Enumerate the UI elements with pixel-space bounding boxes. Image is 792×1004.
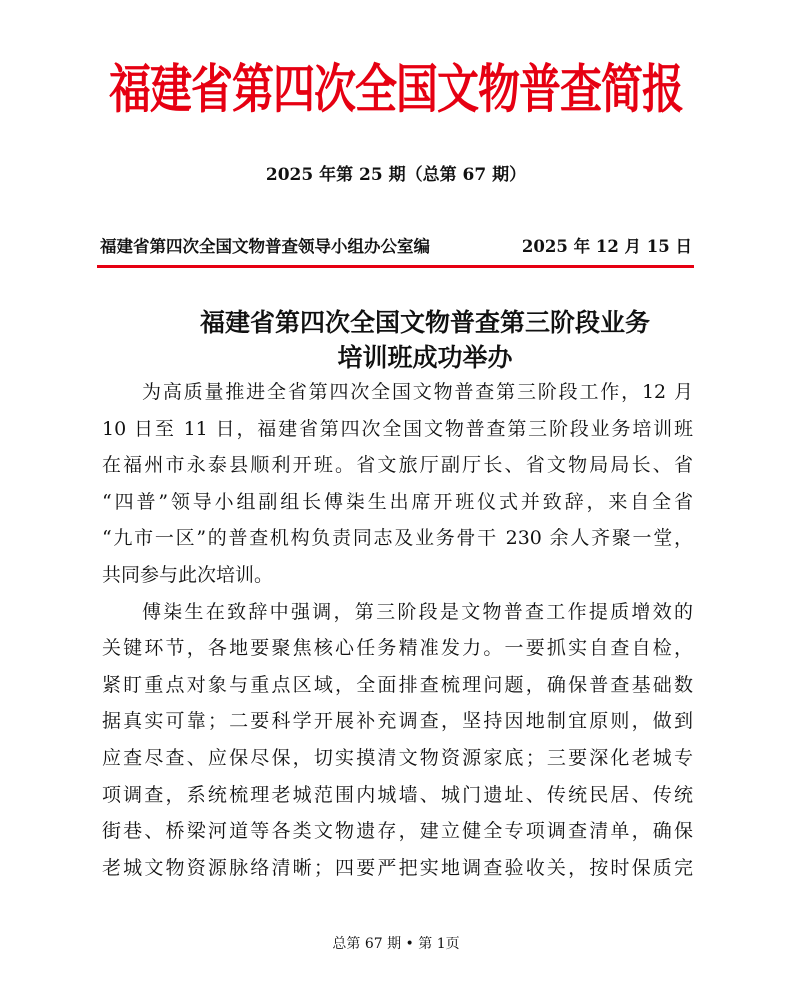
paragraph-line: “九市一区”的普查机构负责同志及业务骨干 230 余人齐聚一堂， — [102, 527, 693, 550]
paragraph-line: 在福州市永泰县顺利开班。省文旅厅副厅长、省文物局局长、省 — [102, 454, 693, 477]
paragraph-line: 10 日至 11 日，福建省第四次全国文物普查第三阶段业务培训班 — [102, 417, 693, 440]
page-footer: 总第 67 期 • 第 1页 — [332, 936, 460, 952]
paragraph-line: 据真实可靠；二要科学开展补充调查，坚持因地制宜原则，做到 — [102, 710, 693, 733]
publisher-office: 福建省第四次全国文物普查领导小组办公室编 — [100, 237, 430, 256]
paragraph-line: 紧盯重点对象与重点区域，全面排查梳理问题，确保普查基础数 — [102, 673, 693, 696]
paragraph-line: 老城文物资源脉络清晰；四要严把实地调查验收关，按时保质完 — [102, 856, 693, 879]
publisher-row — [100, 233, 692, 257]
article-title — [140, 305, 710, 375]
article-body — [102, 378, 693, 890]
article-title-line: 福建省第四次全国文物普查第三阶段业务 — [199, 308, 650, 337]
paragraph-line: 为高质量推进全省第四次全国文物普查第三阶段工作，12 月 — [142, 381, 693, 403]
paragraph-line: 关键环节，各地要聚焦核心任务精准发力。一要抓实自查自检， — [102, 637, 693, 660]
issue-number: 2025 年第 25 期（总第 67 期） — [265, 165, 527, 185]
paragraph-line: 共同参与此次培训。 — [102, 563, 274, 586]
paragraph-line: 应查尽查、应保尽保，切实摸清文物资源家底；三要深化老城专 — [102, 746, 693, 769]
paragraph-line: 傅柒生在致辞中强调，第三阶段是文物普查工作提质增效的 — [142, 600, 693, 623]
article-title-line: 培训班成功举办 — [337, 343, 513, 372]
paragraph-line: “四普”领导小组副组长傅柒生出席开班仪式并致辞，来自全省 — [102, 490, 693, 513]
masthead-title: 福建省第四次全国文物普查简报 — [108, 58, 683, 120]
publish-date: 2025 年 12 月 15 日 — [521, 237, 692, 256]
paragraph-line: 项调查，系统梳理老城范围内城墙、城门遗址、传统民居、传统 — [102, 783, 693, 806]
red-divider — [97, 265, 694, 268]
paragraph-line: 街巷、桥梁河道等各类文物遗存，建立健全专项调查清单，确保 — [102, 820, 693, 843]
